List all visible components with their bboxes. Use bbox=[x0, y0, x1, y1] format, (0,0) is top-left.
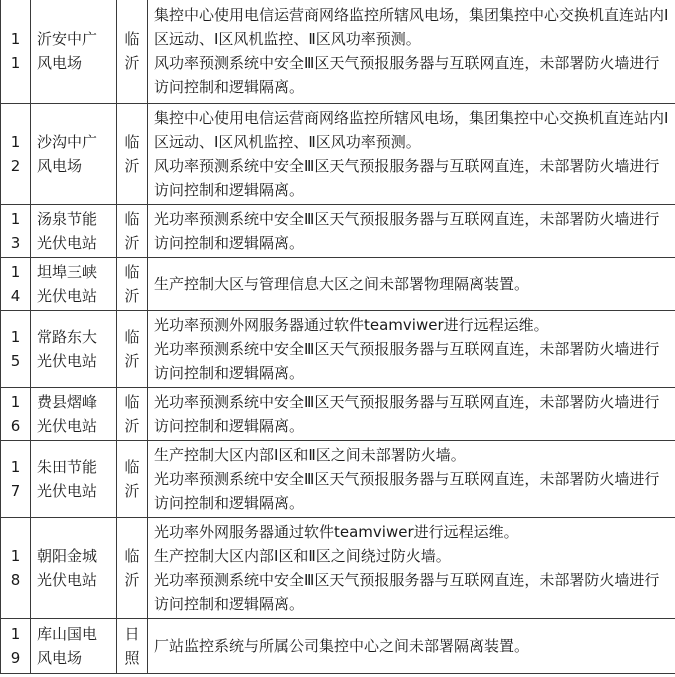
row-number: 15 bbox=[10, 328, 21, 370]
table-row bbox=[1, 104, 675, 205]
row-number-cell bbox=[1, 0, 31, 104]
issue-description-line: 生产控制大区与管理信息大区之间未部署物理隔离装置。 bbox=[154, 275, 530, 293]
row-number: 19 bbox=[10, 625, 21, 667]
table-row bbox=[1, 388, 675, 441]
row-number: 13 bbox=[10, 210, 21, 252]
city-name: 临沂 bbox=[124, 210, 140, 252]
city-name: 临沂 bbox=[124, 393, 140, 435]
row-number-cell bbox=[1, 518, 31, 619]
issue-description-line: 光功率预测系统中安全Ⅲ区天气预报服务器与互联网直连，未部署防火墙进行访问控制和逻辑隔离。 bbox=[154, 470, 660, 512]
station-name: 朱田节能光伏电站 bbox=[37, 458, 98, 500]
city-cell bbox=[117, 441, 148, 518]
row-number-cell bbox=[1, 311, 31, 388]
station-name-cell bbox=[31, 518, 117, 619]
row-number-cell bbox=[1, 258, 31, 311]
issue-description-line: 集控中心使用电信运营商网络监控所辖风电场，集团集控中心交换机直连站内Ⅰ区远动、Ⅰ区风机监控、Ⅱ区风功率预测。 bbox=[154, 6, 669, 48]
findings-table-body bbox=[1, 0, 675, 674]
station-name-cell bbox=[31, 311, 117, 388]
city-cell bbox=[117, 388, 148, 441]
station-name-cell bbox=[31, 388, 117, 441]
issue-description-cell bbox=[148, 104, 675, 205]
station-name-cell bbox=[31, 619, 117, 674]
issue-description-cell bbox=[148, 388, 675, 441]
issue-description-cell bbox=[148, 441, 675, 518]
row-number: 17 bbox=[10, 458, 21, 500]
city-cell bbox=[117, 311, 148, 388]
table-row bbox=[1, 441, 675, 518]
issue-description-line: 光功率预测系统中安全Ⅲ区天气预报服务器与互联网直连，未部署防火墙进行访问控制和逻辑隔离。 bbox=[154, 393, 660, 435]
issue-description-line: 风功率预测系统中安全Ⅲ区天气预报服务器与互联网直连，未部署防火墙进行访问控制和逻辑隔离。 bbox=[154, 54, 660, 96]
station-name-cell bbox=[31, 441, 117, 518]
issue-description-line: 光功率预测系统中安全Ⅲ区天气预报服务器与互联网直连，未部署防火墙进行访问控制和逻辑隔离。 bbox=[154, 210, 660, 252]
city-cell bbox=[117, 518, 148, 619]
row-number-cell bbox=[1, 619, 31, 674]
issue-description-line: 风功率预测系统中安全Ⅲ区天气预报服务器与互联网直连，未部署防火墙进行访问控制和逻辑隔离。 bbox=[154, 157, 660, 199]
row-number-cell bbox=[1, 205, 31, 258]
table-row bbox=[1, 258, 675, 311]
station-name: 费县熠峰光伏电站 bbox=[37, 393, 98, 435]
row-number: 18 bbox=[10, 547, 21, 589]
station-name: 常路东大光伏电站 bbox=[37, 328, 98, 370]
city-name: 临沂 bbox=[124, 263, 140, 305]
issue-description-line: 光功率预测外网服务器通过软件teamviwer进行远程运维。 bbox=[154, 316, 549, 334]
row-number-cell bbox=[1, 104, 31, 205]
city-cell bbox=[117, 258, 148, 311]
city-cell bbox=[117, 205, 148, 258]
city-cell bbox=[117, 0, 148, 104]
table-row bbox=[1, 0, 675, 104]
station-name-cell bbox=[31, 205, 117, 258]
station-name: 汤泉节能光伏电站 bbox=[37, 210, 98, 252]
issue-description-cell bbox=[148, 518, 675, 619]
city-name: 临沂 bbox=[124, 547, 140, 589]
city-name: 临沂 bbox=[124, 133, 140, 175]
city-name: 临沂 bbox=[124, 328, 140, 370]
issue-description-cell bbox=[148, 258, 675, 311]
station-name-cell bbox=[31, 104, 117, 205]
table-row bbox=[1, 619, 675, 674]
issue-description-line: 光功率预测系统中安全Ⅲ区天气预报服务器与互联网直连，未部署防火墙进行访问控制和逻辑隔离。 bbox=[154, 340, 660, 382]
issue-description-cell bbox=[148, 619, 675, 674]
issue-description-line: 生产控制大区内部Ⅰ区和Ⅱ区之间未部署防火墙。 bbox=[154, 446, 466, 464]
station-name-cell bbox=[31, 258, 117, 311]
row-number-cell bbox=[1, 441, 31, 518]
station-name: 沂安中广风电场 bbox=[37, 30, 98, 72]
table-row bbox=[1, 205, 675, 258]
city-cell bbox=[117, 619, 148, 674]
station-name-cell bbox=[31, 0, 117, 104]
row-number-cell bbox=[1, 388, 31, 441]
issue-description-cell bbox=[148, 205, 675, 258]
row-number: 11 bbox=[10, 30, 21, 72]
row-number: 14 bbox=[10, 263, 21, 305]
issue-description-line: 光功率预测系统中安全Ⅲ区天气预报服务器与互联网直连，未部署防火墙进行访问控制和逻辑隔离。 bbox=[154, 571, 660, 613]
table-row bbox=[1, 518, 675, 619]
issue-description-line: 厂站监控系统与所属公司集控中心之间未部署隔离装置。 bbox=[154, 637, 530, 655]
station-name: 沙沟中广风电场 bbox=[37, 133, 98, 175]
row-number: 16 bbox=[10, 393, 21, 435]
station-name: 朝阳金城光伏电站 bbox=[37, 547, 98, 589]
city-name: 临沂 bbox=[124, 458, 140, 500]
city-name: 日照 bbox=[124, 625, 140, 667]
city-cell bbox=[117, 104, 148, 205]
station-name: 坦埠三峡光伏电站 bbox=[37, 263, 98, 305]
issue-description-line: 集控中心使用电信运营商网络监控所辖风电场，集团集控中心交换机直连站内Ⅰ区远动、Ⅰ区风机监控、Ⅱ区风功率预测。 bbox=[154, 109, 669, 151]
issue-description-line: 生产控制大区内部Ⅰ区和Ⅱ区之间绕过防火墙。 bbox=[154, 547, 451, 565]
issue-description-cell bbox=[148, 0, 675, 104]
station-name: 库山国电风电场 bbox=[37, 625, 98, 667]
row-number: 12 bbox=[10, 133, 21, 175]
issue-description-line: 光功率外网服务器通过软件teamviwer进行远程运维。 bbox=[154, 523, 519, 541]
city-name: 临沂 bbox=[124, 30, 140, 72]
issue-description-cell bbox=[148, 311, 675, 388]
table-row bbox=[1, 311, 675, 388]
